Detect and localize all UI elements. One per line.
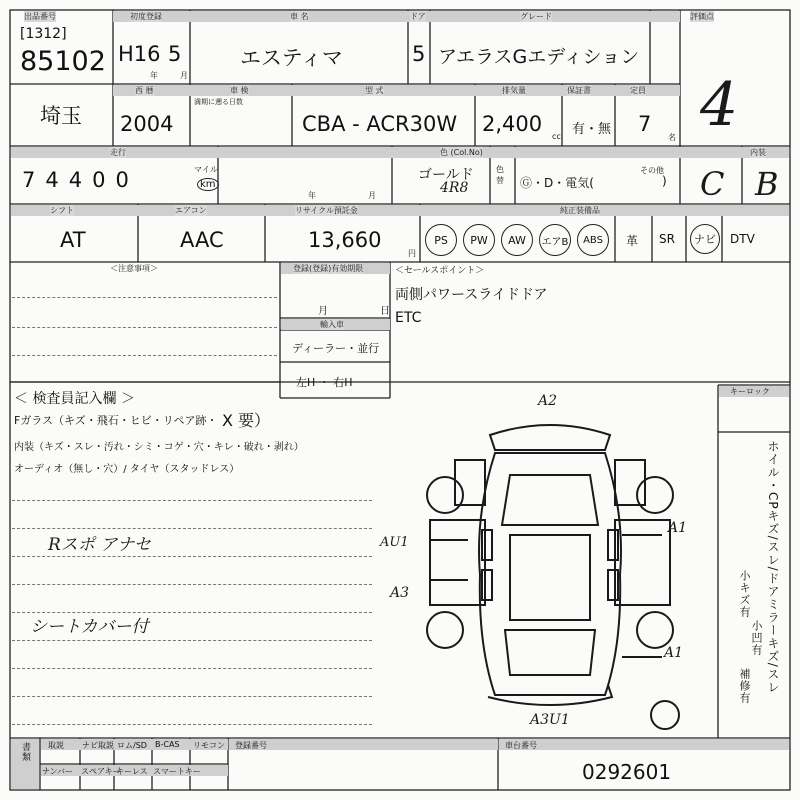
fuel-other-label: その他: [640, 166, 664, 175]
diagram-label-left-lower: A3: [390, 585, 410, 601]
grade: アエラスGエディション: [438, 46, 640, 68]
reg-month-unit: 月: [368, 191, 376, 200]
caution-line-3: [12, 355, 277, 356]
shift: AT: [60, 228, 86, 252]
recycle-deposit: 13,660: [308, 228, 382, 252]
first-registration-era: H16: [118, 42, 161, 66]
seats-label: 定員: [630, 86, 646, 95]
equipment-dtv: DTV: [730, 232, 755, 246]
color-change-label: 色替: [496, 165, 504, 185]
region: 埼玉: [40, 104, 82, 128]
ac: AAC: [180, 228, 224, 252]
ac-label: エアコン: [175, 206, 207, 215]
year-unit: 年: [150, 71, 158, 80]
door-count: 5: [412, 42, 426, 66]
registration-number-label: 登録番号: [235, 741, 267, 750]
side-note-repaired: 補修有: [738, 668, 751, 704]
footer-cell-spare-key: スペアキー: [81, 767, 121, 776]
recycle-label: リサイクル預託金: [295, 206, 358, 215]
inspector-windshield-mark: X 要）: [222, 411, 271, 430]
seats: 7: [638, 112, 652, 136]
import-label: 輸入車: [320, 320, 344, 329]
grade-label: グレード: [520, 12, 552, 21]
yen-unit: 円: [408, 249, 416, 258]
fuel-close-paren: ): [662, 174, 667, 188]
shift-label: シフト: [50, 206, 74, 215]
documents-label: 書類: [20, 742, 30, 762]
mileage-label: 走行: [110, 148, 126, 157]
diagram-label-bottom: A3U1: [530, 712, 570, 728]
inspector-title: ＜ 検査員記入欄 ＞: [14, 391, 135, 407]
equipment-aw: AW: [501, 224, 533, 256]
interior-label: 内装: [750, 148, 766, 157]
month-unit: 月: [180, 71, 188, 80]
expiry-month-unit: 月: [318, 306, 328, 317]
lot-number-label: 出品番号: [24, 12, 56, 21]
caution-label: ＜注意事項＞: [110, 264, 158, 273]
lot-bracket: [1312]: [20, 26, 67, 42]
dealer-options: ディーラー・並行: [292, 342, 380, 355]
inspector-line-interior: 内装（キズ・スレ・汚れ・シミ・コゲ・穴・キレ・破れ・剥れ）: [14, 442, 304, 453]
inspection-note: 満期に遡る日数: [194, 98, 243, 106]
equipment-navi: ナビ: [690, 224, 720, 254]
seats-unit: 名: [668, 133, 676, 142]
fuel-options: Ⓖ・D・電気(: [520, 176, 594, 190]
displacement: 2,400: [482, 112, 543, 136]
color-label: 色 (Col.No): [440, 148, 483, 157]
sales-point-1: 両側パワースライドドア: [395, 287, 548, 303]
sales-points-label: ＜セールスポイント＞: [395, 266, 485, 276]
warranty-options: 有・無: [572, 122, 612, 137]
door-label: ドア: [410, 12, 426, 21]
inspector-line-windshield: Fガラス（キズ・飛石・ヒビ・リペア跡・: [14, 414, 218, 427]
handle-options: 左H ・ 右H: [296, 376, 353, 389]
footer-cell-manual: 取説: [48, 741, 64, 750]
footer-cell-smart-key: スマートキー: [153, 767, 201, 776]
interior-grade: B: [755, 165, 779, 203]
equipment-abs: ABS: [577, 224, 609, 256]
keylock-label: キーロック: [730, 387, 770, 396]
side-note-small-scratch: 小キズ有: [738, 570, 751, 618]
chassis-number-label: 車台番号: [505, 741, 537, 750]
type-label: 型 式: [365, 86, 384, 95]
footer-cell-plate: ナンバー: [42, 767, 74, 776]
registration-expiry-label: 登録(登録)有効期限: [293, 264, 364, 273]
footer-cell-keyless: キーレス: [116, 767, 148, 776]
year-label: 西 暦: [135, 86, 154, 95]
expiry-day-unit: 日: [380, 306, 390, 317]
equipment-label: 純正装備品: [560, 206, 600, 215]
caution-line-2: [12, 327, 277, 328]
inspector-line-4: [12, 584, 372, 585]
first-registration-month: 5: [168, 42, 182, 66]
reg-year-unit: 年: [308, 191, 316, 200]
mile-label: マイル: [194, 165, 218, 174]
inspector-line-8: [12, 696, 372, 697]
inspector-line-3: [12, 556, 372, 557]
sales-point-2: ETC: [395, 310, 422, 326]
handwritten-note-spoiler: Rスポ アナセ: [48, 535, 151, 555]
equipment-airbag: エアB: [539, 224, 571, 256]
chassis-number: 0292601: [582, 760, 672, 784]
warranty-label: 保証書: [567, 86, 591, 95]
model-label: 車 名: [290, 12, 309, 21]
color: ゴールド: [418, 167, 474, 183]
score: 4: [700, 70, 739, 140]
inspector-line-2: [12, 528, 372, 529]
footer-cell-navi-manual: ナビ取説: [82, 741, 114, 750]
inspector-line-7: [12, 668, 372, 669]
diagram-label-right-upper: A1: [668, 520, 688, 536]
equipment-ps: PS: [425, 224, 457, 256]
inspector-line-6: [12, 640, 372, 641]
footer-cell-rom: ロム/SD: [117, 741, 147, 750]
color-code: 4R8: [440, 180, 469, 196]
diagram-label-top: A2: [538, 393, 558, 409]
equipment-pw: PW: [463, 224, 495, 256]
model-year: 2004: [120, 112, 174, 136]
side-column-legend: ホイル・CPキズ/スレ/ドアミラーキズ/スレ: [766, 440, 780, 694]
handwritten-note-seatcover: シートカバー付: [30, 617, 149, 637]
lot-number: 85102: [20, 46, 106, 77]
inspection-label: 車 検: [230, 86, 249, 95]
km-label: km: [197, 178, 219, 191]
first-registration-label: 初度登録: [130, 12, 162, 21]
cc-unit: cc: [552, 132, 561, 141]
car-damage-diagram: [400, 395, 710, 735]
equipment-leather: 革: [626, 234, 639, 248]
mileage: 74400: [22, 168, 139, 192]
type-code: CBA - ACR30W: [302, 112, 458, 136]
inspector-line-audio: オーディオ（無し・穴）/ タイヤ（スタッドレス）: [14, 464, 240, 475]
model-name: エスティマ: [240, 46, 343, 70]
diagram-label-left-upper: AU1: [380, 535, 409, 550]
footer-cell-remote: リモコン: [193, 741, 225, 750]
exterior-grade: C: [700, 165, 725, 203]
caution-line-1: [12, 297, 277, 298]
inspector-line-1: [12, 500, 372, 501]
side-note-small-dent: 小凹有: [750, 620, 763, 656]
displacement-label: 排気量: [502, 86, 526, 95]
score-label: 評価点: [690, 12, 714, 21]
footer-cell-bcas: B-CAS: [155, 740, 180, 749]
inspector-line-9: [12, 724, 372, 725]
equipment-sr: SR: [659, 232, 675, 246]
diagram-label-right-lower: A1: [664, 645, 684, 661]
